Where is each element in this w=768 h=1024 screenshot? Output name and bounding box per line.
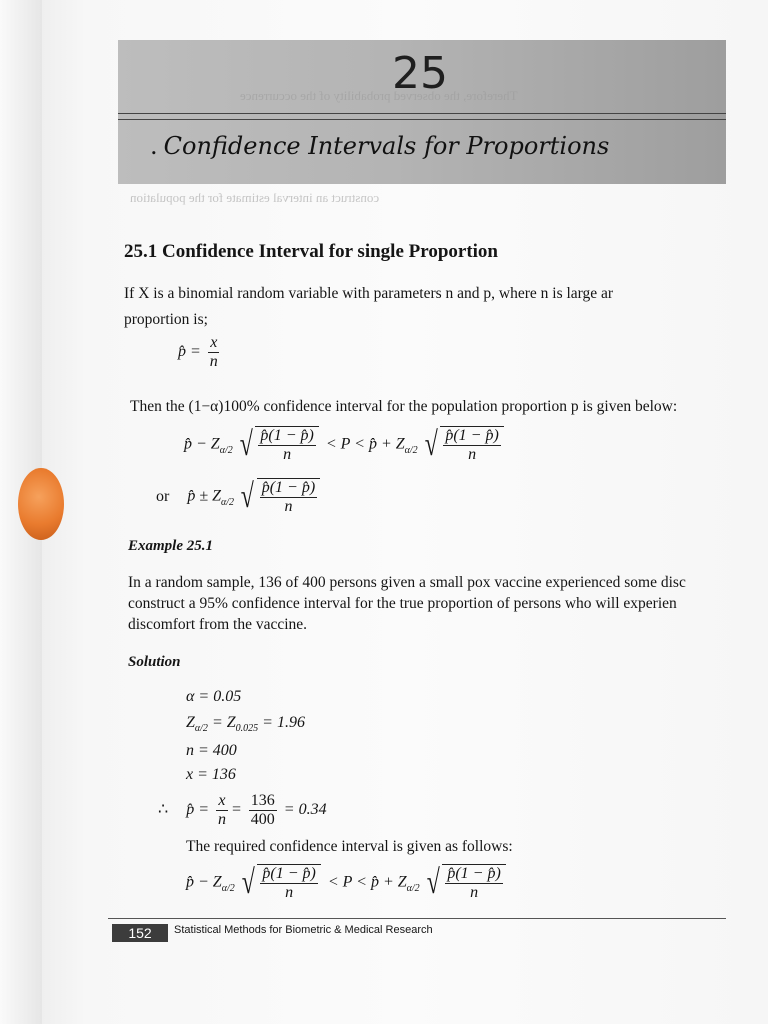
intro-line-2: proportion is; bbox=[124, 311, 208, 328]
chapter-title: . Confidence Intervals for Proportions bbox=[150, 132, 610, 160]
footer-rule bbox=[108, 918, 726, 919]
bleed-through-text: construct an interval estimate for the population bbox=[130, 190, 380, 205]
then-line: Then the (1−α)100% confidence interval for the population proportion p is given below: bbox=[130, 398, 678, 415]
thumb bbox=[18, 468, 64, 540]
phat-calc: ∴ p̂ = $\frac{x}{n}$ = $\frac{136}{400}$ = 0.34 bbox=[158, 792, 327, 828]
example-line-3: discomfort from the vaccine. bbox=[128, 616, 308, 633]
solution-label: Solution bbox=[128, 654, 181, 670]
example-line-2: construct a 95% confidence interval for the true proportion of persons who will experien bbox=[128, 595, 677, 612]
x-value: x = 136 bbox=[186, 766, 236, 783]
banner-rule-bottom bbox=[118, 119, 726, 120]
intro-line-1: If X is a binomial random variable with parameters n and p, where n is large ar bbox=[124, 285, 614, 302]
bleed-through-text: Therefore, the observed probability of the occurrence bbox=[240, 88, 518, 103]
page-number: 152 bbox=[112, 924, 168, 942]
example-line-1: In a random sample, 136 of 400 persons given a small pox vaccine experienced some disc bbox=[128, 574, 686, 591]
n-value: n = 400 bbox=[186, 742, 237, 759]
chapter-number: 25 bbox=[392, 48, 448, 99]
example-label: Example 25.1 bbox=[128, 538, 213, 554]
ci-pm-formula: or p̂ ± $Z_{\alpha/2}$ √ $\frac{p̂(1 - p̂)}{n}$ bbox=[156, 478, 323, 516]
ci-formula-example: p̂ − $Z_{\alpha/2}$ √ $\frac{p̂(1 - p̂)}{n}$ < P < p̂ + $Z_{\alpha/2}$ √ $\frac{p̂(1 - p̂)}{n}$ bbox=[186, 864, 509, 902]
required-line: The required confidence interval is given as follows: bbox=[186, 838, 513, 855]
alpha-value: α = 0.05 bbox=[186, 688, 242, 705]
ci-formula: p̂ − $Z_{\alpha/2}$ √ $\frac{p̂(1 - p̂)}{n}$ < P < p̂ + $Z_{\alpha/2}$ √ $\frac{p̂(1 - p̂)}{n}$ bbox=[184, 426, 507, 464]
section-heading: 25.1 Confidence Interval for single Proportion bbox=[124, 241, 498, 262]
phat-formula: p̂ = $\frac{x}{n}$ bbox=[178, 334, 218, 370]
book-title: Statistical Methods for Biometric & Medical Research bbox=[174, 924, 433, 936]
banner-rule-top bbox=[118, 113, 726, 114]
z-value: $Z_{\alpha/2} = Z_{0.025} = 1.96$ bbox=[186, 714, 305, 735]
